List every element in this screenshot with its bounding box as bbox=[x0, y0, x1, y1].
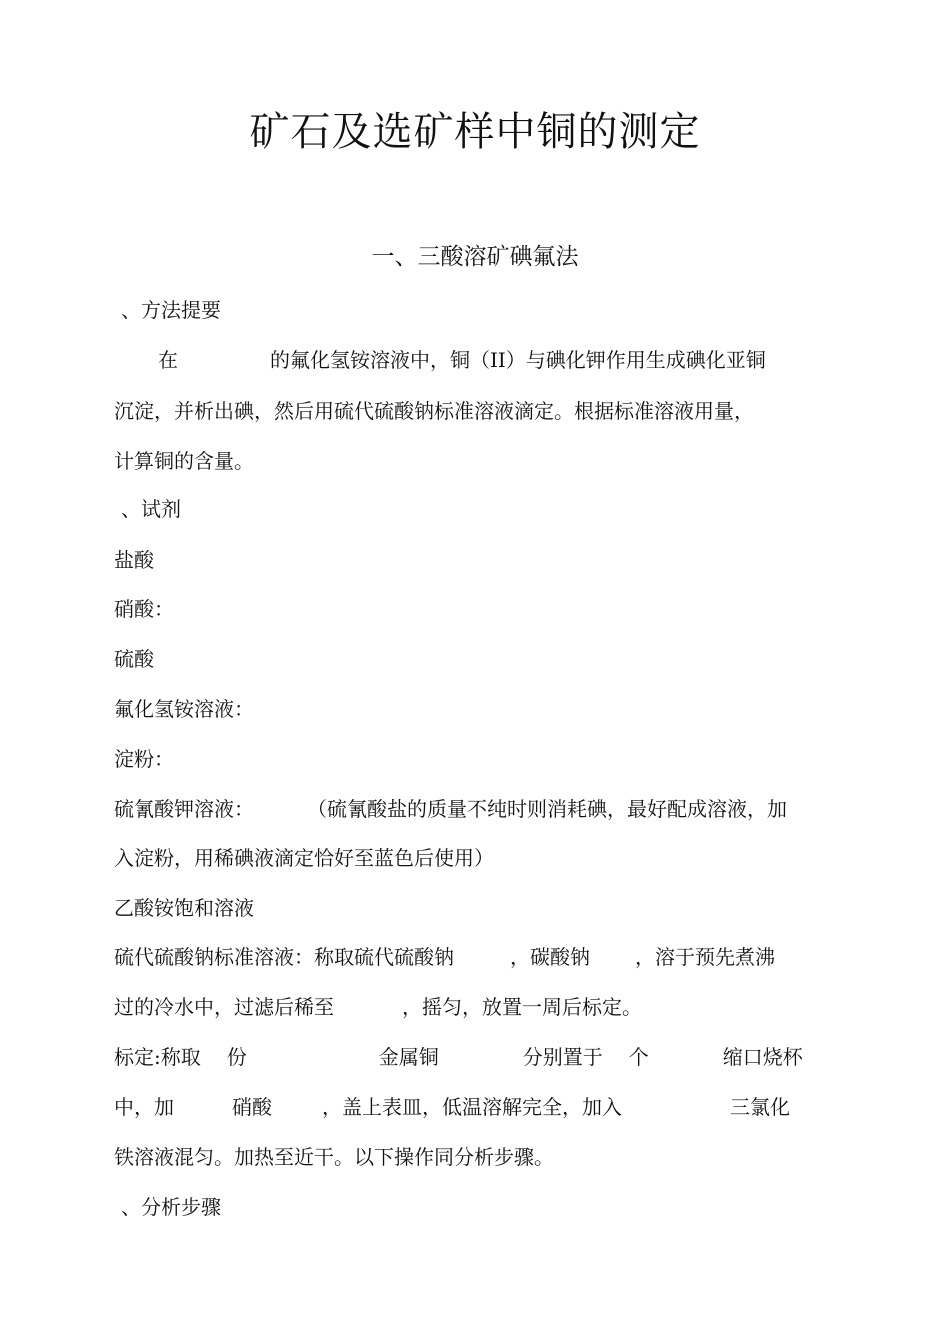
text-segment: ，溶于预先煮沸 bbox=[635, 945, 775, 969]
reagent-hcl: 盐酸 bbox=[114, 548, 154, 572]
method-heading: 一、三酸溶矿碘氟法 bbox=[371, 244, 579, 270]
document-title: 矿石及选矿样中铜的测定 bbox=[249, 109, 701, 155]
text-segment: ，盖上表皿，低温溶解完全，加入 bbox=[322, 1095, 622, 1119]
text-segment: 硝酸 bbox=[232, 1095, 272, 1119]
text-segment: 份 bbox=[226, 1045, 247, 1069]
text-segment: 硫代硫酸钠标准溶液：称取硫代硫酸钠 bbox=[114, 945, 454, 969]
text-segment: ，摇匀，放置一周后标定。 bbox=[402, 995, 642, 1019]
text-segment: 过的冷水中，过滤后稀至 bbox=[114, 995, 334, 1019]
reagent-nh4hf2: 氟化氢铵溶液： bbox=[114, 697, 254, 721]
text-segment: 分别置于 bbox=[522, 1045, 603, 1069]
text-segment: 标定:称取 bbox=[114, 1045, 201, 1069]
text-segment: 硫氰酸钾溶液： bbox=[114, 797, 254, 821]
reagent-kscn-line-1 bbox=[114, 794, 844, 824]
text-segment: 金属铜 bbox=[378, 1045, 439, 1069]
text-segment: 个 bbox=[628, 1045, 649, 1069]
text-segment: ，碳酸钠 bbox=[510, 945, 590, 969]
reagent-thio-line-1 bbox=[114, 942, 844, 972]
reagent-kscn-line-2: 入淀粉，用稀碘液滴定恰好至蓝色后使用） bbox=[114, 846, 494, 870]
method-text-line-2: 沉淀，并析出碘，然后用硫代硫酸钠标准溶液滴定。根据标准溶液用量， bbox=[114, 399, 754, 423]
section-reagents: 、试剂 bbox=[121, 497, 181, 521]
reagent-thio-line-2 bbox=[114, 992, 844, 1022]
reagent-hno3: 硝酸： bbox=[114, 597, 174, 621]
reagent-h2so4: 硫酸 bbox=[114, 647, 154, 671]
method-text-line-1 bbox=[114, 345, 844, 375]
text-segment: （硫氰酸盐的质量不纯时则消耗碘，最好配成溶液，加 bbox=[307, 797, 787, 821]
text-segment: 在 bbox=[158, 348, 178, 372]
section-analysis-steps: 、分析步骤 bbox=[121, 1195, 221, 1219]
text-segment: 中，加 bbox=[114, 1095, 174, 1119]
section-method-summary: 、方法提要 bbox=[121, 298, 221, 322]
calibration-line-2 bbox=[114, 1092, 844, 1122]
reagent-starch: 淀粉： bbox=[114, 747, 174, 771]
reagent-nh4ac: 乙酸铵饱和溶液 bbox=[114, 896, 254, 920]
calibration-line-1 bbox=[114, 1042, 844, 1072]
calibration-line-3: 铁溶液混匀。加热至近干。以下操作同分析步骤。 bbox=[114, 1145, 554, 1169]
text-segment: 缩口烧杯 bbox=[722, 1045, 803, 1069]
method-text-line-3: 计算铜的含量。 bbox=[114, 449, 254, 473]
text-segment: 三氯化 bbox=[730, 1095, 790, 1119]
text-segment: 的氟化氢铵溶液中，铜（II）与碘化钾作用生成碘化亚铜 bbox=[270, 348, 766, 372]
